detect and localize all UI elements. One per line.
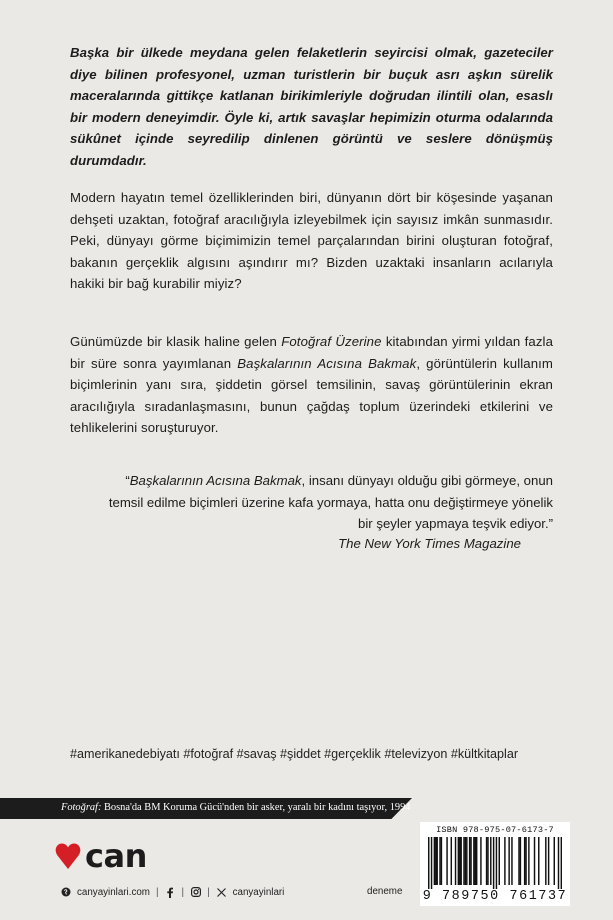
review-quote: [100, 470, 553, 535]
quote-source: The New York Times Magazine: [338, 536, 521, 551]
barcode-bar: [465, 837, 466, 885]
barcode-bar: [459, 837, 460, 885]
isbn-barcode: [420, 822, 570, 906]
barcode-bar: [469, 837, 470, 885]
barcode-bar: [458, 837, 459, 885]
hashtags: #amerikanedebiyatı #fotoğraf #savaş #şiddet #gerçeklik #televizyon #kültkitaplar: [70, 747, 519, 761]
book-title-fotograf-uzerine: Fotoğraf Üzerine: [281, 334, 382, 349]
heart-icon: [55, 842, 81, 870]
barcode-bar: [561, 837, 562, 889]
barcode-bar: [428, 837, 429, 889]
body-paragraph-2: [70, 331, 553, 439]
intro-paragraph: Başka bir ülkede meydana gelen felaketlerin seyircisi olmak, gazeteciler diye bilinen profesyonel, uzman turistlerin bir buçuk asrı aşkın sürelik maceralarında gittikçe katlanan birikimleriyle doğrudan ilintili olan, esaslı bir modern deneyimdir. Öyle ki, artık savaşlar hepimizin oturma odalarında sükûnet içinde seyredilip dinlenen görüntü ve seslere dönüşmüş durumdadır.: [70, 45, 553, 168]
barcode-bar: [508, 837, 509, 885]
barcode-bar: [431, 837, 432, 889]
barcode-bar: [511, 837, 512, 885]
barcode-bar: [525, 837, 526, 885]
barcode-bar: [487, 837, 488, 885]
x-icon[interactable]: [216, 887, 227, 898]
photo-caption-label: Fotoğraf:: [61, 802, 102, 813]
barcode-bar: [434, 837, 435, 885]
quote-text: , insanı dünyayı olduğu gibi görmeye, onun temsil edilme biçimleri üzerine kafa yormaya, hatta onu değiştirmeye yönelik bir şeyler yapmaya teşvik ediyor.”: [108, 473, 553, 532]
barcode-bar: [490, 837, 491, 885]
barcode-bar: [545, 837, 546, 885]
ean-digits: 9 789750 761737: [422, 889, 568, 904]
publisher-logo: [55, 836, 165, 876]
barcode-bar: [470, 837, 471, 885]
barcode-bar: [441, 837, 442, 885]
footer-divider: |: [207, 886, 210, 898]
quote-open-mark: “: [125, 473, 130, 488]
instagram-icon[interactable]: [190, 887, 201, 898]
book-title-baskalarinin-acisina-bakmak: Başkalarının Acısına Bakmak: [237, 355, 417, 371]
logo-wordmark: can: [85, 837, 147, 875]
paragraph2-part1: Günümüzde bir klasik haline gelen: [70, 334, 282, 349]
barcode-bar: [436, 837, 437, 885]
barcode-bar: [475, 837, 476, 885]
globe-icon: [60, 887, 71, 898]
barcode-bars: [428, 837, 562, 889]
barcode-bar: [496, 837, 497, 889]
barcode-bar: [451, 837, 452, 885]
barcode-bar: [473, 837, 474, 885]
barcode-bar: [486, 837, 487, 885]
barcode-bar: [534, 837, 535, 885]
barcode-bar: [480, 837, 481, 885]
barcode-bar: [460, 837, 461, 885]
barcode-bar: [463, 837, 464, 885]
barcode-bar: [476, 837, 477, 885]
paragraph2-part3: , görüntülerin kullanım biçimlerinin yanı sıra, şiddetin görsel temsilinin, savaş görüntülerinin ekran aracılığıyla sıradanlaşmasını, bunun çağdaş toplum üzerindeki etkilerini ve tehlikelerini soruşturuyor.: [70, 355, 553, 436]
barcode-bar: [554, 837, 555, 885]
book-genre: deneme: [367, 886, 403, 897]
photo-caption-text: Bosna'da BM Koruma Gücü'nden bir asker, yaralı bir kadını taşıyor, 1994: [101, 802, 411, 813]
barcode-bar: [538, 837, 539, 885]
barcode-bar: [524, 837, 525, 885]
quote-book-title: Başkalarının Acısına Bakmak: [129, 473, 302, 488]
barcode-bar: [466, 837, 467, 885]
publisher-website[interactable]: canyayinlari.com: [77, 886, 150, 898]
barcode-bar: [528, 837, 529, 885]
isbn-number: ISBN 978-975-07-6173-7: [436, 825, 554, 835]
barcode-bar: [520, 837, 521, 885]
publisher-social-handle[interactable]: canyayinlari: [232, 886, 285, 898]
barcode-bar: [548, 837, 549, 885]
footer-divider: |: [155, 886, 159, 898]
barcode-bar: [518, 837, 519, 885]
body-paragraph-1: Modern hayatın temel özelliklerinden biri, dünyanın dört bir köşesinde yaşanan dehşeti uzaktan, fotoğraf aracılığıyla izleyebilmek için sayısız imkân sunmasıdır. Peki, dünyayı görme biçimimizin temel parçalarından birini oluşturan fotoğraf, bakanın gerçeklik algısını aşındırır mı? Bizden uzaktaki insanların acılarıyla hakiki bir bağ kurabilir miyiz?: [70, 190, 553, 292]
barcode-bar: [558, 837, 559, 889]
barcode-bar: [439, 837, 440, 885]
barcode-bar: [446, 837, 447, 885]
barcode-bar: [504, 837, 505, 885]
photo-caption: [61, 802, 411, 813]
barcode-bar: [493, 837, 494, 889]
barcode-bar: [435, 837, 436, 885]
barcode-bar: [455, 837, 456, 885]
barcode-bar: [499, 837, 500, 885]
paragraph2-part2: kitabından yirmi yıldan fazla bir süre sonra yayımlanan: [70, 334, 554, 371]
footer-divider: |: [181, 886, 185, 898]
facebook-icon[interactable]: [165, 887, 176, 898]
publisher-footer: [60, 884, 284, 900]
